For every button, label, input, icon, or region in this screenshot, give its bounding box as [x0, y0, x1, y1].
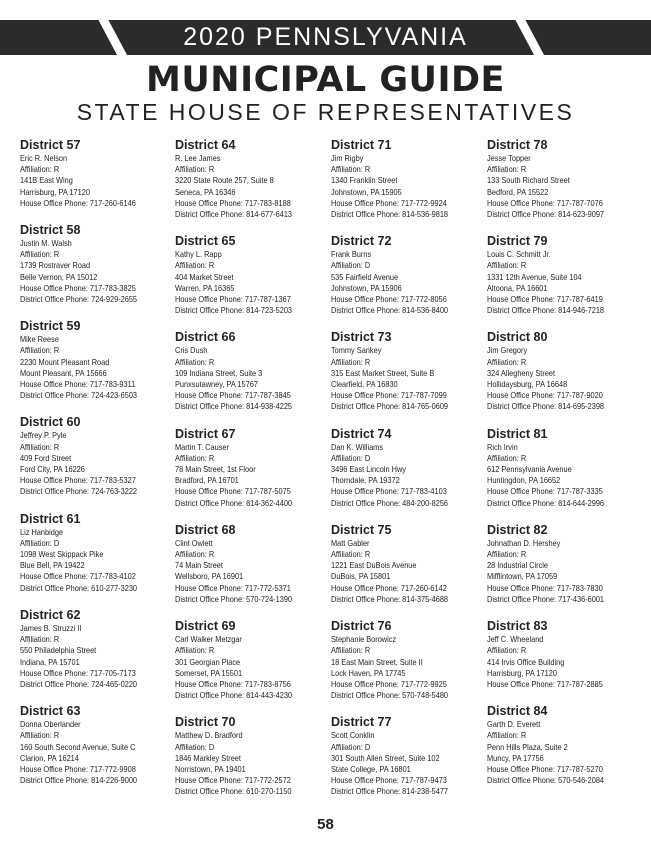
affiliation: Affiliation: R: [487, 645, 527, 656]
representative-name: Eric R. Nelson: [20, 153, 68, 163]
affiliation: Affiliation: R: [487, 260, 527, 271]
district-entry: [20, 319, 170, 401]
affiliation: Affiliation: R: [331, 549, 371, 560]
affiliation: Affiliation: R: [20, 634, 60, 645]
representative-name: Jim Gregory: [487, 345, 528, 356]
address-line: 1331 12th Avenue, Suite 104: [487, 271, 582, 282]
district-heading: District 76: [331, 619, 392, 634]
phone-number: District Office Phone: 814-644-2996: [487, 497, 605, 508]
address-line: Norristown, PA 19401: [175, 763, 246, 774]
phone-number: House Office Phone: 717-705-7173: [20, 667, 136, 678]
affiliation: Affiliation: R: [487, 730, 527, 741]
district-heading: District 78: [487, 138, 548, 152]
district-heading: District 58: [20, 223, 81, 238]
phone-number: District Office Phone: 724-423-6503: [20, 390, 138, 401]
phone-number: House Office Phone: 717-783-7830: [487, 582, 603, 593]
representative-name: Clint Owlett: [175, 537, 213, 548]
district-entry: [175, 427, 325, 509]
representative-name: Cris Dush: [175, 345, 208, 356]
phone-number: District Office Phone: 724-929-2655: [20, 294, 138, 305]
page-subtitle: STATE HOUSE OF REPRESENTATIVES: [76, 99, 575, 125]
district-entry: [331, 523, 481, 605]
phone-number: House Office Phone: 717-772-9924: [331, 197, 447, 208]
district-heading: District 65: [175, 234, 236, 249]
phone-number: House Office Phone: 717-772-5371: [175, 582, 291, 593]
affiliation: Affiliation: R: [331, 356, 371, 367]
district-entry: [20, 512, 170, 594]
phone-number: House Office Phone: 717-787-7076: [487, 197, 603, 208]
address-line: 535 Fairfield Avenue: [331, 271, 399, 282]
address-line: Clearfield, PA 16830: [331, 379, 398, 390]
address-line: Bradford, PA 16701: [175, 475, 239, 486]
affiliation: Affiliation: R: [487, 452, 527, 463]
district-entry: [175, 715, 325, 797]
district-heading: District 71: [331, 138, 392, 152]
representative-name: Louis C. Schmitt Jr.: [487, 249, 551, 260]
phone-number: District Office Phone: 814-695-2398: [487, 401, 605, 412]
address-line: State College, PA 16801: [331, 763, 411, 774]
district-entry: [487, 330, 637, 412]
address-line: Blue Bell, PA 19422: [20, 560, 85, 571]
address-line: 1846 Markley Street: [175, 752, 241, 763]
affiliation: Affiliation: R: [331, 164, 371, 175]
address-line: 550 Philadelphia Street: [20, 645, 97, 656]
representative-name: Justin M. Walsh: [20, 238, 72, 249]
district-entry: [487, 704, 637, 786]
representative-name: Garth D. Everett: [487, 719, 541, 730]
representative-name: Jeff C. Wheeland: [487, 634, 544, 645]
address-line: Harrisburg, PA 17120: [487, 667, 557, 678]
address-line: 28 Industrial Circle: [487, 560, 549, 571]
district-entry: [175, 619, 325, 701]
district-entry: [331, 427, 481, 509]
phone-number: House Office Phone: 717-787-3845: [175, 390, 291, 401]
address-line: Clarion, PA 16214: [20, 752, 79, 763]
district-entry: [487, 427, 637, 509]
affiliation: Affiliation: R: [175, 260, 215, 271]
district-heading: District 81: [487, 426, 548, 441]
address-line: Mount Pleasant, PA 15666: [20, 367, 107, 378]
district-entry: [175, 330, 325, 412]
district-entry: [20, 704, 170, 786]
phone-number: District Office Phone: 814-677-6413: [175, 209, 293, 220]
affiliation: Affiliation: D: [20, 537, 60, 548]
affiliation: Affiliation: R: [331, 645, 371, 656]
representative-name: Jesse Topper: [487, 153, 531, 163]
phone-number: District Office Phone: 814-765-0609: [331, 401, 449, 412]
address-line: Altoona, PA 16601: [487, 282, 548, 293]
directory-column-4: [487, 138, 637, 800]
district-heading: District 59: [20, 319, 81, 334]
phone-number: House Office Phone: 717-772-9925: [331, 678, 447, 689]
district-heading: District 62: [20, 607, 81, 622]
affiliation: Affiliation: R: [175, 356, 215, 367]
phone-number: House Office Phone: 717-260-6142: [331, 582, 447, 593]
district-entry: [331, 619, 481, 701]
phone-number: House Office Phone: 717-772-8056: [331, 294, 447, 305]
district-entry: [487, 234, 637, 316]
district-entry: [487, 523, 637, 605]
address-line: 78 Main Street, 1st Floor: [175, 464, 256, 475]
district-heading: District 67: [175, 426, 236, 441]
address-line: Mifflintown, PA 17059: [487, 571, 558, 582]
address-line: Muncy, PA 17756: [487, 752, 544, 763]
address-line: 612 Pennsylvania Avenue: [487, 464, 572, 475]
phone-number: District Office Phone: 570-724-1390: [175, 593, 293, 604]
address-line: 1739 Rostraver Road: [20, 260, 91, 271]
phone-number: House Office Phone: 717-787-2885: [487, 678, 603, 689]
phone-number: District Office Phone: 814-375-4688: [331, 593, 449, 604]
representative-name: James B. Struzzi II: [20, 622, 82, 633]
address-line: 74 Main Street: [175, 560, 223, 571]
address-line: Lock Haven, PA 17745: [331, 667, 406, 678]
district-entry: [487, 619, 637, 690]
phone-number: District Office Phone: 814-238-5477: [331, 786, 449, 797]
phone-number: House Office Phone: 717-787-5270: [487, 763, 603, 774]
phone-number: District Office Phone: 724-763-3222: [20, 486, 138, 497]
address-line: Johnstown, PA 15906: [331, 282, 402, 293]
address-line: 414 Irvis Office Building: [487, 656, 565, 667]
directory-column-2: [175, 138, 325, 812]
address-line: Harrisburg, PA 17120: [20, 186, 90, 197]
district-heading: District 64: [175, 138, 236, 152]
representative-name: Tommy Sankey: [331, 345, 382, 356]
phone-number: District Office Phone: 814-536-9818: [331, 209, 449, 220]
district-entry: [20, 608, 170, 690]
district-heading: District 60: [20, 415, 81, 430]
page-title: MUNICIPAL GUIDE: [146, 60, 505, 100]
phone-number: House Office Phone: 717-783-9311: [20, 379, 136, 390]
affiliation: Affiliation: R: [175, 549, 215, 560]
affiliation: Affiliation: R: [20, 249, 60, 260]
phone-number: District Office Phone: 814-938-4225: [175, 401, 293, 412]
address-line: 1098 West Skippack Pike: [20, 549, 104, 560]
affiliation: Affiliation: R: [20, 164, 60, 175]
district-heading: District 57: [20, 138, 81, 152]
representative-name: Stephanie Borowicz: [331, 634, 397, 645]
affiliation: Affiliation: R: [175, 645, 215, 656]
representative-name: Martin T. Causer: [175, 441, 229, 452]
district-heading: District 63: [20, 704, 81, 719]
phone-number: House Office Phone: 717-783-4102: [20, 571, 136, 582]
address-line: Indiana, PA 15701: [20, 656, 80, 667]
address-line: DuBois, PA 15801: [331, 571, 391, 582]
phone-number: House Office Phone: 717-783-3825: [20, 282, 136, 293]
phone-number: House Office Phone: 717-787-9473: [331, 775, 447, 786]
affiliation: Affiliation: R: [487, 164, 527, 175]
phone-number: House Office Phone: 717-772-2572: [175, 775, 291, 786]
affiliation: Affiliation: R: [20, 730, 60, 741]
affiliation: Affiliation: R: [487, 549, 527, 560]
address-line: 409 Ford Street: [20, 452, 72, 463]
representative-name: R. Lee James: [175, 153, 221, 163]
phone-number: District Office Phone: 814-536-8400: [331, 305, 449, 316]
district-heading: District 79: [487, 234, 548, 249]
representative-name: Kathy L. Rapp: [175, 249, 222, 260]
district-heading: District 72: [331, 234, 392, 249]
address-line: Penn Hills Plaza, Suite 2: [487, 741, 568, 752]
district-entry: [175, 523, 325, 605]
phone-number: District Office Phone: 717-436-6001: [487, 593, 605, 604]
representative-name: Frank Burns: [331, 249, 372, 260]
address-line: 301 South Allen Street, Suite 102: [331, 752, 440, 763]
phone-number: House Office Phone: 717-260-6146: [20, 197, 136, 208]
affiliation: Affiliation: R: [20, 345, 60, 356]
banner-title: 2020 PENNSLYVANIA: [183, 23, 468, 51]
district-heading: District 84: [487, 704, 548, 719]
representative-name: Liz Hanbidge: [20, 526, 64, 537]
representative-name: Jeffrey P. Pyle: [20, 430, 67, 441]
district-heading: District 73: [331, 330, 392, 345]
representative-name: Rich Irvin: [487, 441, 518, 452]
affiliation: Affiliation: D: [175, 741, 215, 752]
address-line: 404 Market Street: [175, 271, 234, 282]
address-line: Bedford, PA 15522: [487, 186, 549, 197]
district-heading: District 83: [487, 619, 548, 634]
district-entry: [20, 415, 170, 497]
representative-name: Jim Rigby: [331, 153, 364, 163]
affiliation: Affiliation: R: [175, 164, 215, 175]
address-line: 3220 State Route 257, Suite 8: [175, 175, 274, 186]
phone-number: House Office Phone: 717-787-6419: [487, 294, 603, 305]
phone-number: District Office Phone: 570-546-2084: [487, 775, 605, 786]
address-line: 18 East Main Street, Suite II: [331, 656, 423, 667]
phone-number: House Office Phone: 717-772-9908: [20, 763, 136, 774]
address-line: 315 East Market Street, Suite B: [331, 367, 435, 378]
phone-number: House Office Phone: 717-783-8756: [175, 678, 291, 689]
phone-number: District Office Phone: 484-200-8256: [331, 497, 449, 508]
phone-number: House Office Phone: 717-783-8188: [175, 197, 291, 208]
address-line: 301 Georgian Place: [175, 656, 241, 667]
district-entry: [331, 138, 481, 220]
phone-number: House Office Phone: 717-783-4103: [331, 486, 447, 497]
district-entry: [175, 234, 325, 316]
affiliation: Affiliation: R: [175, 452, 215, 463]
district-heading: District 80: [487, 330, 548, 345]
phone-number: District Office Phone: 610-277-3230: [20, 582, 138, 593]
district-entry: [487, 138, 637, 220]
address-line: 160 South Second Avenue, Suite C: [20, 741, 136, 752]
address-line: Warren, PA 16365: [175, 282, 235, 293]
phone-number: District Office Phone: 814-723-5203: [175, 305, 293, 316]
address-line: 3496 East Lincoln Hwy: [331, 464, 406, 475]
phone-number: District Office Phone: 814-226-9000: [20, 775, 138, 786]
representative-name: Matt Gabler: [331, 537, 370, 548]
directory-column-3: [331, 138, 481, 812]
address-line: Wellsboro, PA 16901: [175, 571, 244, 582]
address-line: Hollidaysburg, PA 16648: [487, 379, 568, 390]
directory-column-1: [20, 138, 170, 800]
address-line: 1221 East DuBois Avenue: [331, 560, 417, 571]
address-line: Huntingdon, PA 16652: [487, 475, 561, 486]
affiliation: Affiliation: R: [487, 356, 527, 367]
district-heading: District 75: [331, 522, 392, 537]
representative-name: Carl Walker Metzgar: [175, 634, 242, 645]
phone-number: House Office Phone: 717-787-9020: [487, 390, 603, 401]
affiliation: Affiliation: D: [331, 741, 371, 752]
address-line: 1340 Franklin Street: [331, 175, 398, 186]
phone-number: District Office Phone: 724-465-0220: [20, 678, 138, 689]
address-line: Seneca, PA 16346: [175, 186, 236, 197]
phone-number: House Office Phone: 717-787-5075: [175, 486, 291, 497]
address-line: 141B East Wing: [20, 175, 73, 186]
phone-number: District Office Phone: 610-270-1150: [175, 786, 292, 797]
phone-number: District Office Phone: 814-946-7218: [487, 305, 605, 316]
address-line: Punxsutawney, PA 15767: [175, 379, 258, 390]
page-number: 58: [317, 816, 334, 833]
district-heading: District 70: [175, 715, 236, 730]
address-line: 133 South Richard Street: [487, 175, 570, 186]
address-line: Somerset, PA 15501: [175, 667, 243, 678]
district-entry: [331, 234, 481, 316]
district-entry: [20, 138, 170, 209]
district-entry: [331, 715, 481, 797]
phone-number: House Office Phone: 717-787-7099: [331, 390, 447, 401]
affiliation: Affiliation: D: [331, 452, 371, 463]
district-heading: District 74: [331, 426, 392, 441]
district-entry: [331, 330, 481, 412]
address-line: 109 Indiana Street, Suite 3: [175, 367, 263, 378]
phone-number: District Office Phone: 814-362-4400: [175, 497, 293, 508]
affiliation: Affiliation: D: [331, 260, 371, 271]
affiliation: Affiliation: R: [20, 441, 60, 452]
phone-number: District Office Phone: 570-748-5480: [331, 690, 449, 701]
district-heading: District 61: [20, 511, 81, 526]
district-entry: [175, 138, 325, 220]
representative-name: Donna Oberlander: [20, 719, 81, 730]
address-line: 2230 Mount Pleasant Road: [20, 356, 110, 367]
address-line: 324 Allegheny Street: [487, 367, 556, 378]
representative-name: Scott Conklin: [331, 730, 375, 741]
district-heading: District 69: [175, 619, 236, 634]
phone-number: House Office Phone: 717-787-1367: [175, 294, 291, 305]
district-heading: District 68: [175, 522, 236, 537]
header-banner: [0, 20, 651, 55]
representative-name: Johnathan D. Hershey: [487, 537, 561, 548]
address-line: Ford City, PA 16226: [20, 464, 85, 475]
address-line: Thorndale, PA 19372: [331, 475, 400, 486]
district-heading: District 82: [487, 522, 548, 537]
phone-number: House Office Phone: 717-787-3335: [487, 486, 603, 497]
phone-number: House Office Phone: 717-783-5327: [20, 475, 136, 486]
district-heading: District 77: [331, 715, 392, 730]
district-heading: District 66: [175, 330, 236, 345]
representative-name: Matthew D. Bradford: [175, 730, 243, 741]
district-entry: [20, 223, 170, 305]
representative-name: Mike Reese: [20, 334, 59, 345]
representative-name: Dan K. Williams: [331, 441, 384, 452]
address-line: Belle Vernon, PA 15012: [20, 271, 98, 282]
phone-number: District Office Phone: 814-623-9097: [487, 209, 605, 220]
phone-number: District Office Phone: 814-443-4230: [175, 690, 293, 701]
address-line: Johnstown, PA 15905: [331, 186, 402, 197]
